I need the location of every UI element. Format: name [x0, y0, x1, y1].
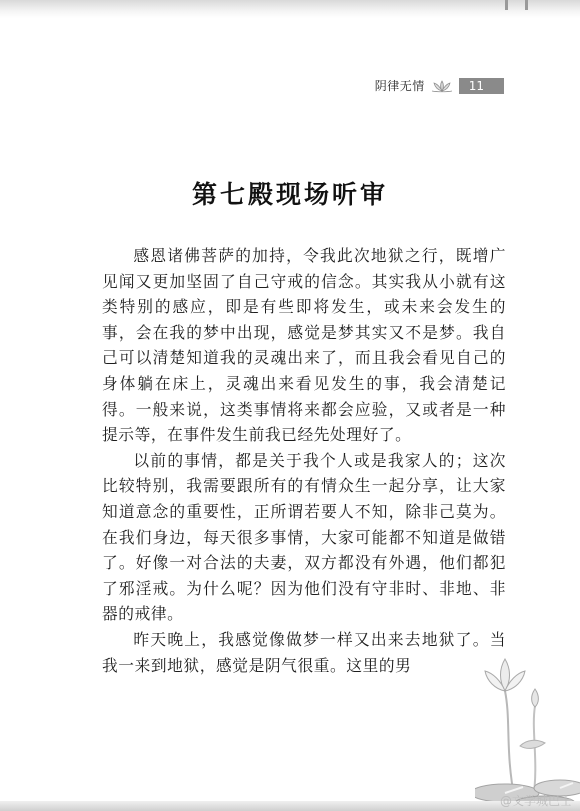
body-text	[102, 243, 506, 678]
lotus-illustration	[475, 651, 580, 811]
edge-notch	[525, 0, 528, 10]
page-top-edge	[0, 0, 580, 18]
page-bottom-edge	[0, 801, 580, 811]
running-header	[375, 77, 504, 94]
page-number: 11	[459, 78, 504, 94]
paragraph: 感恩诸佛菩萨的加持，令我此次地狱之行，既增广见闻又更加坚固了自己守戒的信念。其实我从小就有这类特别的感应，即是有些即将发生，或未来会发生的事，会在我的梦中出现，感觉是梦其实又不是梦。我自己可以清楚知道我的灵魂出来了，而且我会看见自己的身体躺在床上，灵魂出来看见发生的事，我会清楚记得。一般来说，这类事情将来都会应验，又或者是一种提示等，在事件发生前我已经先处理好了。	[102, 246, 506, 445]
edge-notch	[505, 0, 508, 10]
paragraph: 以前的事情，都是关于我个人或是我家人的；这次比较特别，我需要跟所有的有情众生一起分享，让大家知道意念的重要性，正所谓若要人不知，除非己莫为。在我们身边，每天很多事情，大家可能都不知道是做错了。好像一对合法的夫妻，双方都没有外遇，他们都犯了邪淫戒。为什么呢？因为他们没有守非时、非地、非器的戒律。	[102, 450, 506, 624]
chapter-title: 第七殿现场听审	[191, 180, 388, 209]
paragraph: 昨天晚上，我感觉像做梦一样又出来去地狱了。当我一来到地狱，感觉是阴气很重。这里的男	[102, 629, 506, 675]
book-title: 阴律无情	[374, 79, 425, 93]
watermark: @文学城巴士	[499, 794, 572, 808]
lotus-icon	[431, 79, 453, 93]
